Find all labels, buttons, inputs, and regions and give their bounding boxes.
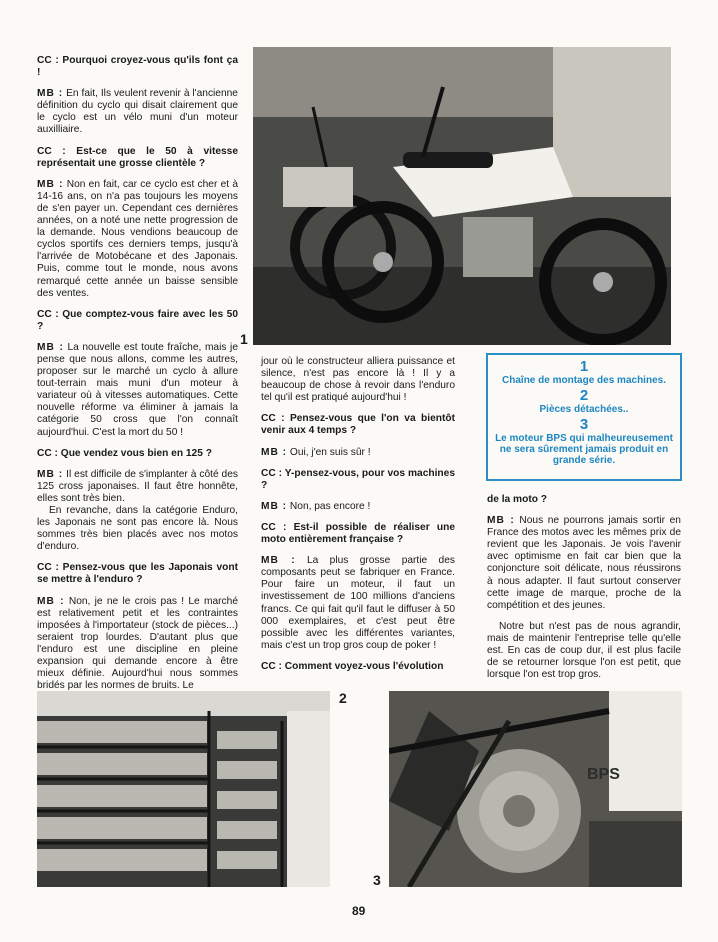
column-3 bbox=[487, 494, 681, 690]
answer bbox=[37, 342, 238, 439]
engine-logo: BPS bbox=[587, 766, 620, 783]
answer bbox=[37, 179, 238, 300]
answer-text: Non, je ne le crois pas ! Le marché est relativement petit et les contraintes imposées à l'importateur (stock de pièces...) seraient trop lourdes. D'autant plus que l'enduro est une discipline en pleine expansion qui demande encore à être mieux définie. Aujourd'hui nous sommes bridés par les normes de bruits. Le bbox=[37, 595, 238, 692]
question: CC : Comment voyez-vous l'évolution bbox=[261, 660, 444, 672]
photo-number-1: 1 bbox=[240, 331, 248, 347]
speaker-label: MB : bbox=[261, 446, 288, 458]
question: CC : Est-il possible de réaliser une moto entièrement française ? bbox=[261, 521, 455, 546]
caption-number: 1 bbox=[579, 358, 589, 375]
page-number: 89 bbox=[352, 904, 366, 918]
caption-text: Pièces détachées.. bbox=[539, 404, 629, 415]
answer-text: Oui, j'en suis sûr ! bbox=[289, 446, 371, 458]
photo-assembly-line bbox=[253, 47, 671, 345]
photo-number-2: 2 bbox=[339, 690, 347, 706]
answer bbox=[487, 515, 681, 612]
answer-text: Non, pas encore ! bbox=[289, 500, 371, 512]
answer-continued: Notre but n'est pas de nous agrandir, mais de maintenir l'entreprise telle qu'elle est. En cas de coup dur, il est plus facile de se retourner lorsque l'on est petit, que lorsque l'on est trop gros. bbox=[487, 620, 681, 681]
caption-text: Le moteur BPS qui malheureusement ne sera sûrement jamais produit en grande série. bbox=[495, 433, 673, 466]
speaker-label: MB : bbox=[261, 500, 288, 512]
answer bbox=[37, 596, 238, 693]
answer-text: La nouvelle est toute fraîche, mais je pense que nous allons, comme les autres, proposer sur le marché un cyclo à allure tout-terrain mais muni d'un moteur à variateur où à vitesses automatiques. Cette nouvelle réforme va éliminer à jamais la catégorie 50 cross que l'on connaît aujourd'hui. C'est la mort du 50 ! bbox=[37, 341, 238, 438]
photo-captions-box bbox=[486, 353, 682, 481]
question: CC : Est-ce que le 50 à vitesse représentait une grosse clientèle ? bbox=[37, 145, 238, 169]
answer bbox=[261, 555, 455, 652]
question: CC : Pensez-vous que les Japonais vont se mettre à l'enduro ? bbox=[37, 562, 238, 586]
question: CC : Que vendez vous bien en 125 ? bbox=[37, 447, 212, 459]
question: CC : Que comptez-vous faire avec les 50 ? bbox=[37, 308, 238, 332]
caption-number: 2 bbox=[579, 387, 589, 404]
speaker-label: MB : bbox=[37, 341, 64, 353]
answer-text: La plus grosse partie des composants peut se fabriquer en France. Pour faire un moteur, il faut un investissement de 100 millions d'anciens francs. Ce qui fait qu'il faut le diffuser à 50 000 exemplaires, et c'est peut être possible avec les différentes variantes, mais c'est un trop gros coup de poker ! bbox=[261, 555, 455, 651]
answer-text: Il est difficile de s'implanter à côté des 125 cross japonaises. Il faut être honnête, elles sont très bien. bbox=[37, 468, 238, 504]
answer-text: Non en fait, car ce cyclo est cher et à 14-16 ans, on n'a pas toujours les moyens de s'en payer un. Cependant ces dernières années, on a noté une nette progression de la demande. Nous vendions beaucoup de cyclos sportifs ces derniers temps, jusqu'à l'arrivée de Motobécane et des Japonais. Puis, comme tout le monde, nous avons remarqué cette année un baisse sensible des ventes. bbox=[37, 178, 238, 299]
answer bbox=[261, 447, 455, 459]
photo-number-3: 3 bbox=[373, 872, 381, 888]
question: CC : Pourquoi croyez-vous qu'ils font ça ! bbox=[37, 55, 238, 79]
answer bbox=[37, 469, 238, 505]
speaker-label: MB : bbox=[37, 595, 65, 607]
caption-text: Chaîne de montage des machines. bbox=[502, 375, 666, 386]
answer-text: Nous ne pourrons jamais sortir en France des motos avec les mêmes prix de revient que les Japonais. Je vois l'avenir avec optimisme en fait car bien que la conjoncture soit délicate, nous réussirons à nous adapter. Il faut surtout conserver cette image de marque, proche de la compétition et des jeunes. bbox=[487, 515, 681, 611]
speaker-label: MB : bbox=[261, 555, 296, 567]
answer-text: En fait, Ils veulent revenir à l'ancienne définition du cyclo qui disait clairement que le cyclo est un vélo muni d'un moteur auxilliaire. bbox=[37, 88, 238, 136]
question: CC : Pensez-vous que l'on va bientôt venir aux 4 temps ? bbox=[261, 413, 455, 437]
speaker-label: MB : bbox=[487, 515, 515, 527]
answer bbox=[261, 501, 455, 513]
answer-continued: jour où le constructeur alliera puissance et silence, n'est pas encore là ! Il y a beaucoup de chose à revoir dans l'enduro tel qu'il est pratiqué aujourd'hui ! bbox=[261, 356, 455, 404]
column-1 bbox=[37, 55, 238, 701]
question: CC : Y-pensez-vous, pour vos machines ? bbox=[261, 467, 455, 491]
question-continued: de la moto ? bbox=[487, 494, 547, 505]
answer-continued: En revanche, dans la catégorie Enduro, les Japonais ne sont pas encore là. Nous sommes très bien placés avec nos motos d'enduro. bbox=[37, 505, 238, 553]
speaker-label: MB : bbox=[37, 88, 64, 100]
photo-bps-engine bbox=[389, 691, 682, 887]
caption-number: 3 bbox=[579, 416, 589, 433]
speaker-label: MB : bbox=[37, 178, 64, 190]
speaker-label: MB : bbox=[37, 468, 64, 480]
answer bbox=[37, 88, 238, 136]
photo-spare-parts bbox=[37, 691, 330, 887]
column-2 bbox=[261, 356, 455, 682]
